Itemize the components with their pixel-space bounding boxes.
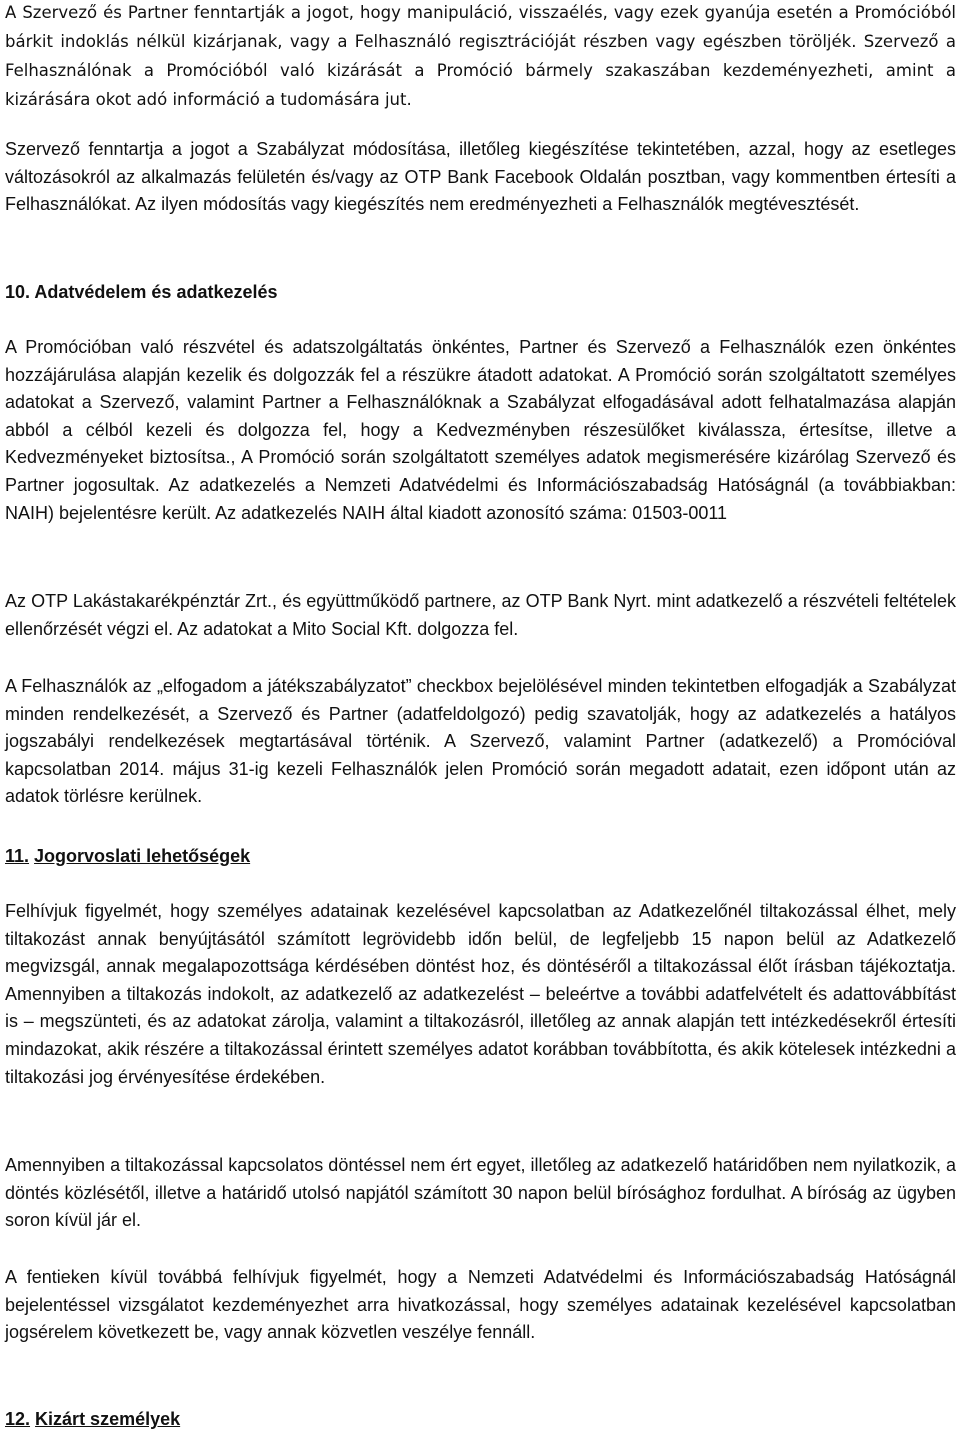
section-heading-12	[5, 1405, 180, 1433]
paragraph-authority	[5, 1264, 956, 1347]
section-number: 10.	[5, 282, 31, 302]
section-heading-10	[5, 278, 278, 306]
paragraph-text: A Felhasználók az „elfogadom a játékszabályzatot” checkbox bejelölésével minden tekintetben elfogadják a Szabályzat minden rendelkezését, a Szervező és Partner (adatfeldolgozó) pedig szavatolják, hogy az adatkezelés a hatályos jogszabályi rendelkezések megtartásával történik. A Szervező, valamint Partner (adatkezelő) a Promócióval kapcsolatban 2014. május 31-ig kezeli Felhasználók jelen Promóció során megadott adatait, ezen időpont után az adatok törlésre kerülnek.	[5, 676, 956, 807]
paragraph-objection	[5, 898, 956, 1091]
paragraph-court	[5, 1152, 956, 1235]
paragraph-text: Szervező fenntartja a jogot a Szabályzat módosítása, illetőleg kiegészítése tekintetében, azzal, hogy az esetleges változásokról az alkalmazás felületén és/vagy az OTP Bank Facebook Oldalán posztban, vagy kommentben értesíti a Felhasználókat. Az ilyen módosítás vagy kiegészítés nem eredményezheti a Felhasználók megtévesztését.	[5, 139, 956, 215]
section-title: Adatvédelem és adatkezelés	[34, 282, 278, 302]
paragraph-text: Az OTP Lakástakarékpénztár Zrt., és együttműködő partnere, az OTP Bank Nyrt. mint adatkezelő a részvételi feltételek ellenőrzését végzi el. Az adatokat a Mito Social Kft. dolgozza fel.	[5, 591, 956, 639]
paragraph-text: Amennyiben a tiltakozással kapcsolatos döntéssel nem ért egyet, illetőleg az adatkezelő határidőben nem nyilatkozik, a döntés közlésétől, illetve a határidő utolsó napjától számított 30 napon belül bírósághoz fordulhat. A bíróság az ügyben soron kívül jár el.	[5, 1155, 956, 1231]
paragraph-text: A Promócióban való részvétel és adatszolgáltatás önkéntes, Partner és Szervező a Felhasználók ezen önkéntes hozzájárulása alapján kezelik és dolgozzák fel a részükre átadott adatokat. A Promóció során szolgáltatott személyes adatokat a Szervező, valamint Partner a Felhasználóknak a Szabályzat elfogadásával adott felhatalmazása alapján abból a célból kezeli és dolgozza fel, hogy a Kedvezményben részesülőket kiválassza, értesítse, illetve a Kedvezményeket biztosítsa., A Promóció során szolgáltatott személyes adatok megismerésére kizárólag Szervező és Partner jogosultak. Az adatkezelés a Nemzeti Adatvédelmi és Információszabadság Hatóságnál (a továbbiakban: NAIH) bejelentésre került. Az adatkezelés NAIH által kiadott azonosító száma: 01503-0011	[5, 337, 956, 523]
document-page	[5, 0, 956, 1436]
paragraph-data-controller	[5, 588, 956, 643]
paragraph-text: Felhívjuk figyelmét, hogy személyes adatainak kezelésével kapcsolatban az Adatkezelőnél tiltakozással élhet, mely tiltakozást annak benyújtásától számított legrövidebb időn belül, de legfeljebb 15 napon belül az Adatkezelő megvizsgál, annak megalapozottsága kérdésében döntést hoz, és döntéséről a tiltakozással élőt írásban tájékoztatja. Amennyiben a tiltakozás indokolt, az adatkezelő az adatkezelést – beleértve a további adatfelvételt és adattovábbítást is – megszünteti, és az adatokat zárolja, valamint a tiltakozásról, illetőleg az annak alapján tett intézkedésekről értesíti mindazokat, akik részére a tiltakozással érintett személyes adatot korábban továbbította, és akik kötelesek intézkedni a tiltakozási jog érvényesítése érdekében.	[5, 901, 956, 1087]
section-number: 11.	[5, 846, 30, 866]
section-heading-11	[5, 842, 250, 870]
paragraph-data-processing	[5, 334, 956, 527]
paragraph-text: A fentieken kívül továbbá felhívjuk figyelmét, hogy a Nemzeti Adatvédelmi és Információszabadság Hatóságnál bejelentéssel vizsgálatot kezdeményezhet arra hivatkozással, hogy személyes adatainak kezelésével kapcsolatban jogsérelem következett be, vagy annak közvetlen veszélye fennáll.	[5, 1267, 956, 1343]
section-title: Kizárt személyek	[35, 1409, 181, 1429]
paragraph-consent	[5, 673, 956, 811]
paragraph-exclusion	[5, 0, 956, 114]
section-number: 12.	[5, 1409, 31, 1429]
paragraph-rule-modification	[5, 136, 956, 219]
paragraph-text: A Szervező és Partner fenntartják a jogot, hogy manipuláció, visszaélés, vagy ezek gyanúja esetén a Promócióból bárkit indoklás nélkül kizárjanak, vagy a Felhasználó regisztrációját részben vagy egészben töröljék. Szervező a Felhasználónak a Promócióból való kizárását a Promóció bármely szakaszában kezdeményezheti, amint a kizárására okot adó információ a tudomására jut.	[5, 3, 956, 109]
section-title: Jogorvoslati lehetőségek	[34, 846, 251, 866]
